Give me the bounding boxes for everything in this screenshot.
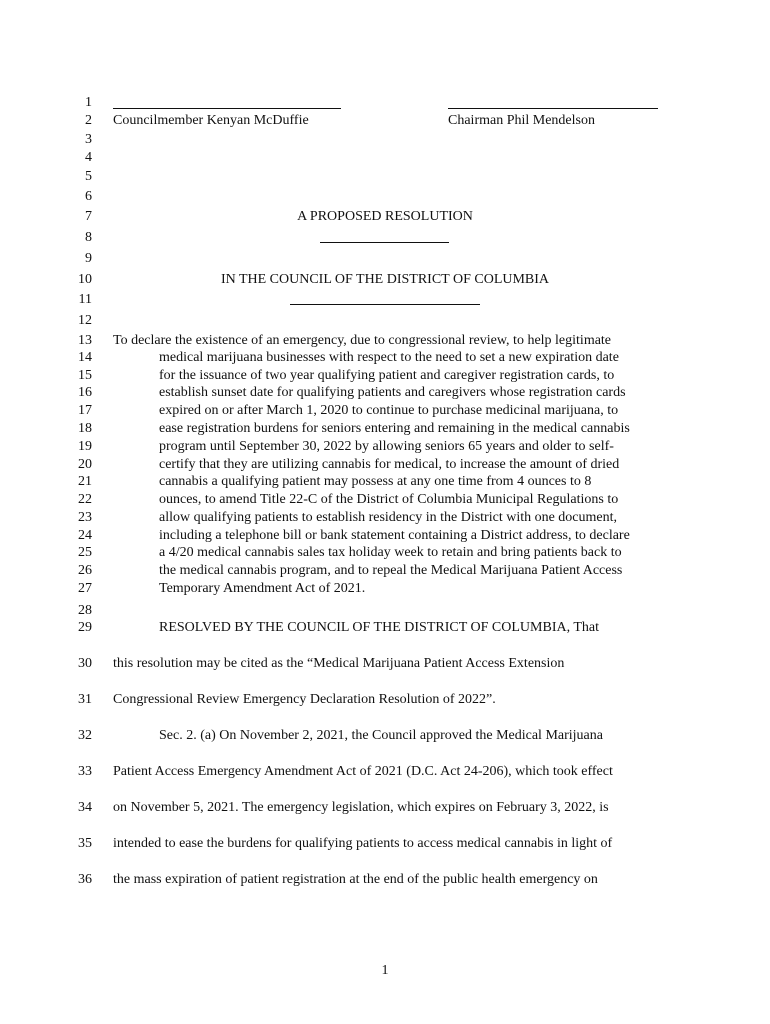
line-number: 33 (78, 764, 92, 779)
line-number: 9 (85, 251, 92, 266)
line-number: 25 (78, 545, 92, 560)
line-number: 23 (78, 510, 92, 525)
preamble-line: Temporary Amendment Act of 2021. (159, 581, 366, 596)
body-line: Patient Access Emergency Amendment Act of 2021 (D.C. Act 24-206), which took effect (113, 764, 613, 779)
preamble-line: ease registration burdens for seniors entering and remaining in the medical cannabis (159, 421, 630, 436)
line-number: 15 (78, 368, 92, 383)
line-number: 3 (85, 132, 92, 147)
body-line: the mass expiration of patient registration at the end of the public health emergency on (113, 872, 598, 887)
signer-right: Chairman Phil Mendelson (448, 113, 595, 128)
line-number: 18 (78, 421, 92, 436)
line-number: 31 (78, 692, 92, 707)
line-number: 24 (78, 528, 92, 543)
preamble-line: the medical cannabis program, and to repeal the Medical Marijuana Patient Access (159, 563, 623, 578)
line-number: 5 (85, 169, 92, 184)
preamble-line: ounces, to amend Title 22-C of the District of Columbia Municipal Regulations to (159, 492, 619, 507)
line-number: 30 (78, 656, 92, 671)
line-number: 10 (78, 272, 92, 287)
preamble-line: certify that they are utilizing cannabis for medical, to increase the amount of dried (159, 457, 620, 472)
line-number: 17 (78, 403, 92, 418)
line-number: 8 (85, 230, 92, 245)
line-number: 19 (78, 439, 92, 454)
preamble-line: To declare the existence of an emergency, due to congressional review, to help legitimate (113, 333, 612, 348)
signer-left: Councilmember Kenyan McDuffie (113, 113, 309, 128)
body-line: Congressional Review Emergency Declaration Resolution of 2022”. (113, 692, 496, 707)
body-line: this resolution may be cited as the “Medical Marijuana Patient Access Extension (113, 656, 565, 671)
line-number: 20 (78, 457, 92, 472)
line-number: 32 (78, 728, 92, 743)
line-number: 34 (78, 800, 92, 815)
line-number: 4 (85, 150, 92, 165)
body-line: Sec. 2. (a) On November 2, 2021, the Council approved the Medical Marijuana (159, 728, 603, 743)
signature-line-left (113, 108, 341, 109)
line-number: 7 (85, 209, 92, 224)
line-number: 2 (85, 113, 92, 128)
line-number: 26 (78, 563, 92, 578)
preamble-line: including a telephone bill or bank statement containing a District address, to declare (159, 528, 630, 543)
line-number: 27 (78, 581, 92, 596)
preamble-line: allow qualifying patients to establish residency in the District with one document, (159, 510, 618, 525)
line-number: 11 (78, 292, 92, 307)
body-line: intended to ease the burdens for qualifying patients to access medical cannabis in light of (113, 836, 613, 851)
line-number: 22 (78, 492, 92, 507)
line-number: 12 (78, 313, 92, 328)
preamble-line: for the issuance of two year qualifying patient and caregiver registration cards, to (159, 368, 615, 383)
preamble-line: establish sunset date for qualifying patients and caregivers whose registration cards (159, 385, 626, 400)
council-rule (290, 304, 480, 305)
preamble-line: cannabis a qualifying patient may possess at any one time from 4 ounces to 8 (159, 474, 592, 489)
line-number: 14 (78, 350, 92, 365)
body-line: RESOLVED BY THE COUNCIL OF THE DISTRICT OF COLUMBIA, That (159, 620, 599, 635)
line-number: 6 (85, 189, 92, 204)
line-number: 36 (78, 872, 92, 887)
title-rule (320, 242, 449, 243)
signature-line-right (448, 108, 658, 109)
preamble-line: program until September 30, 2022 by allowing seniors 65 years and older to self- (159, 439, 614, 454)
line-number: 13 (78, 333, 92, 348)
line-number: 1 (85, 95, 92, 110)
preamble-line: medical marijuana businesses with respect to the need to set a new expiration date (159, 350, 619, 365)
preamble-line: a 4/20 medical cannabis sales tax holiday week to retain and bring patients back to (159, 545, 622, 560)
line-number: 21 (78, 474, 92, 489)
line-number: 28 (78, 603, 92, 618)
preamble-line: expired on or after March 1, 2020 to continue to purchase medicinal marijuana, to (159, 403, 619, 418)
body-line: on November 5, 2021. The emergency legislation, which expires on February 3, 2022, is (113, 800, 609, 815)
document-title: A PROPOSED RESOLUTION (297, 209, 473, 224)
council-heading: IN THE COUNCIL OF THE DISTRICT OF COLUMBIA (220, 272, 550, 287)
page-number: 1 (381, 963, 389, 978)
line-number: 29 (78, 620, 92, 635)
line-number: 35 (78, 836, 92, 851)
line-number: 16 (78, 385, 92, 400)
